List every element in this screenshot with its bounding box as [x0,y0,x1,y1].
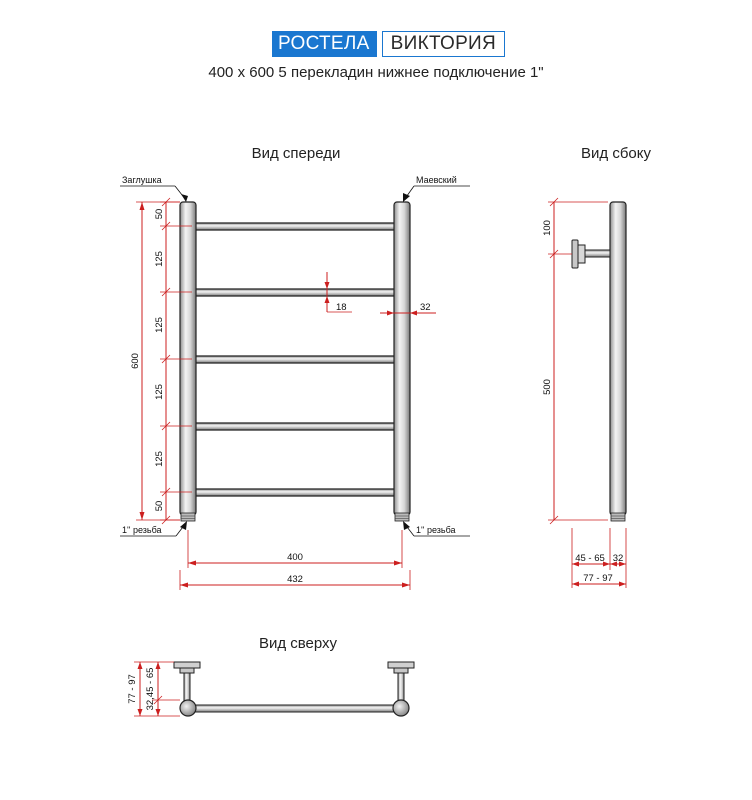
top-view-title: Вид сверху [258,635,338,652]
side-view-title: Вид сбоку [581,145,651,162]
left-pipe [180,202,196,515]
side-connection-height-label: 500 [542,379,553,395]
brand-name: РОСТЕЛА [272,31,377,57]
left-thread-label: 1'' резьба [122,525,162,535]
right-thread-callout [403,521,470,536]
spacing-2-label: 125 [154,317,165,333]
front-view-title: Вид спереди [251,145,341,162]
top-left-bracket [174,662,200,701]
side-depth-dimensions [572,528,626,588]
side-thread [611,513,625,521]
side-view [542,198,626,588]
mayevsky-label: Маевский [416,175,457,185]
spacing-1-label: 125 [154,251,165,267]
top-left-pipe-end [180,700,196,716]
wall-bracket [572,240,610,268]
top-crossbar [188,705,402,712]
side-wall-gap-label: 45 - 65 [575,553,605,564]
plug-callout [120,175,188,202]
height-dimension [130,202,180,520]
bar-diameter-label: 18 [336,302,347,313]
right-pipe [394,202,410,515]
overall-width-dimension [180,570,410,590]
spacing-3-label: 125 [154,384,165,400]
right-thread [395,513,409,521]
top-right-pipe-end [393,700,409,716]
top-view [127,662,414,716]
product-subtitle: 400 x 600 5 перекладин нижнее подключение 1" [208,64,544,81]
model-name: ВИКТОРИЯ [382,31,505,57]
crossbar-3 [192,356,398,363]
right-thread-label: 1'' резьба [416,525,456,535]
side-depth-label: 77 - 97 [583,573,613,584]
crossbars [192,223,398,496]
spacing-4-label: 125 [154,451,165,467]
side-pipe [610,202,626,515]
top-gap-label: 32,45 - 65 [145,667,156,711]
crossbar-5 [192,489,398,496]
left-thread [181,513,195,521]
bottom-gap-label: 50 [154,500,165,512]
front-view [120,175,470,590]
left-thread-callout [120,521,187,536]
center-distance-dimension [188,530,402,568]
side-top-offset-label: 100 [542,220,553,236]
plug-label: Заглушка [122,175,162,185]
pipe-diameter-label: 32 [420,302,431,313]
crossbar-1 [192,223,398,230]
top-depth-dimensions [127,662,180,716]
top-right-bracket [388,662,414,701]
top-gap-label: 50 [154,208,165,220]
center-distance-label: 400 [287,552,303,563]
overall-width-label: 432 [287,574,303,585]
height-label: 600 [130,353,141,369]
mayevsky-callout [403,175,470,202]
crossbar-2 [192,289,398,296]
top-depth-label: 77 - 97 [127,674,138,704]
crossbar-4 [192,423,398,430]
side-pipe-label: 32 [612,553,624,564]
